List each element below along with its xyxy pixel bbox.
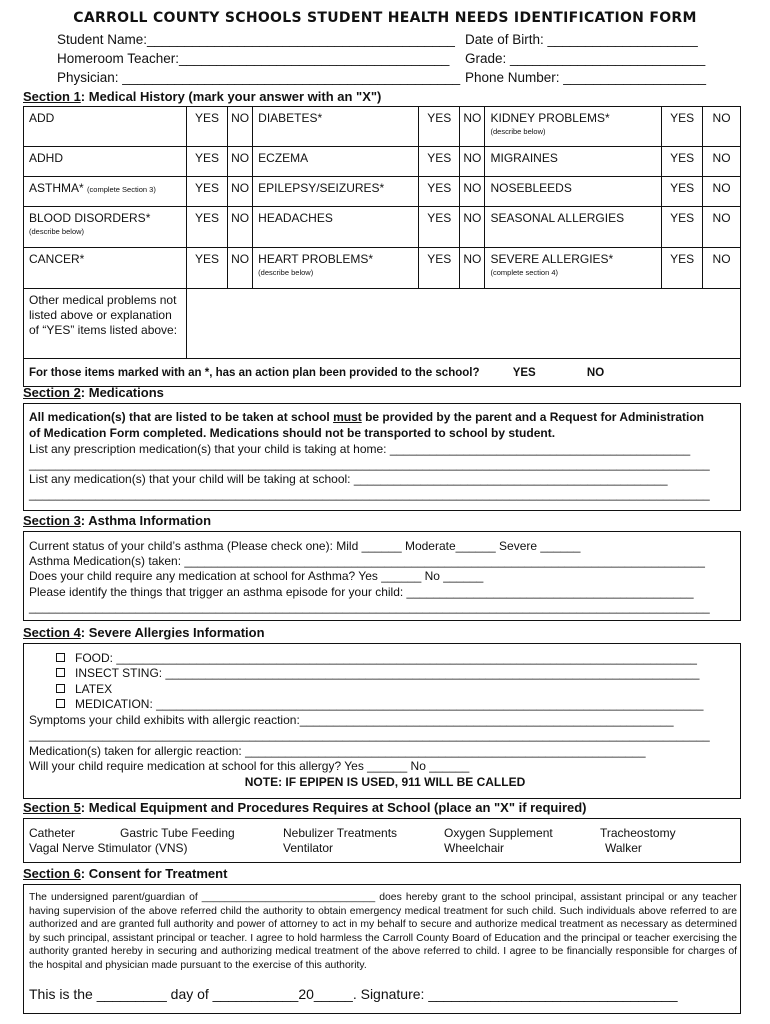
answer-no-cell[interactable]: NO (703, 248, 741, 289)
equipment-wheelchair[interactable]: Wheelchair (444, 841, 505, 855)
section4-heading (23, 625, 265, 640)
answer-yes-cell[interactable]: YES (419, 107, 460, 147)
condition-cell (253, 207, 419, 248)
section2-number: Section 2 (23, 385, 81, 400)
condition-note: (complete section 4) (490, 268, 559, 277)
section3-heading (23, 513, 211, 528)
student-name-field[interactable]: Student Name:_________________________________________ (57, 32, 455, 47)
medical-history-row (24, 107, 741, 147)
equipment-ventilator[interactable]: Ventilator (283, 841, 334, 855)
condition-cell (24, 177, 187, 207)
answer-yes-cell[interactable]: YES (662, 207, 703, 248)
condition-note: (describe below) (29, 227, 85, 236)
food-allergy-item[interactable] (56, 651, 697, 665)
food-allergy-label: FOOD: _______________________________________________________________________________________ (75, 651, 697, 665)
section1-number: Section 1 (23, 89, 81, 104)
condition-label: ADD (29, 111, 55, 125)
action-plan-yes[interactable]: YES (512, 366, 536, 379)
other-problems-label: Other medical problems not listed above or explanation of “YES” items listed above: (24, 289, 187, 359)
condition-note: (describe below) (490, 127, 546, 136)
signature-line[interactable]: This is the _________ day of ___________20_____. Signature: ________________________________ (29, 986, 678, 1002)
condition-cell (253, 107, 419, 147)
equipment-nebulizer[interactable]: Nebulizer Treatments (283, 826, 398, 840)
condition-label: DIABETES* (258, 111, 323, 125)
asthma-medication-field[interactable]: Asthma Medication(s) taken: ______________________________________________________________________________ (29, 554, 705, 568)
condition-label: BLOOD DISORDERS* (29, 211, 151, 225)
other-problems-row (24, 289, 741, 359)
condition-label: SEASONAL ALLERGIES (490, 211, 625, 225)
medication-allergy-label: MEDICATION: __________________________________________________________________________________ (75, 697, 704, 711)
answer-no-cell[interactable]: NO (703, 147, 741, 177)
phone-number-field[interactable]: Phone Number: ___________________ (465, 70, 706, 85)
medication-notice-line1 (29, 410, 704, 424)
notice-part-a: All medication(s) that are listed to be taken at school (29, 410, 334, 424)
answer-no-cell[interactable]: NO (227, 147, 252, 177)
symptoms-line2[interactable]: ______________________________________________________________________________________________________ (29, 728, 710, 742)
grade-field[interactable]: Grade: __________________________ (465, 51, 706, 66)
checkbox-icon[interactable] (56, 653, 65, 662)
answer-no-cell[interactable]: NO (460, 177, 485, 207)
condition-label: EPILEPSY/SEIZURES* (258, 181, 385, 195)
answer-yes-cell[interactable]: YES (419, 207, 460, 248)
section6-number: Section 6 (23, 866, 81, 881)
answer-no-cell[interactable]: NO (460, 207, 485, 248)
medical-history-row (24, 147, 741, 177)
condition-cell (24, 147, 187, 177)
checkbox-icon[interactable] (56, 699, 65, 708)
answer-yes-cell[interactable]: YES (186, 207, 227, 248)
allergy-school-medication-field[interactable]: Will your child require medication at school for this allergy? Yes ______ No ______ (29, 759, 470, 773)
epipen-note: NOTE: IF EPIPEN IS USED, 911 WILL BE CALLED (244, 775, 526, 789)
action-plan-question (24, 359, 741, 387)
allergy-medication-field[interactable]: Medication(s) taken for allergic reaction: ____________________________________________________________ (29, 744, 646, 758)
medical-history-table (23, 106, 741, 387)
answer-no-cell[interactable]: NO (703, 107, 741, 147)
condition-label: KIDNEY PROBLEMS* (490, 111, 610, 125)
section6-title: : Consent for Treatment (80, 866, 228, 881)
section3-title: : Asthma Information (80, 513, 212, 528)
condition-cell (253, 177, 419, 207)
answer-yes-cell[interactable]: YES (662, 107, 703, 147)
section2-title: : Medications (80, 385, 164, 400)
medical-history-row (24, 177, 741, 207)
section1-title: : Medical History (mark your answer with an "X") (80, 89, 382, 104)
equipment-gastric-tube[interactable]: Gastric Tube Feeding (120, 826, 235, 840)
equipment-walker[interactable]: Walker (605, 841, 642, 855)
answer-yes-cell[interactable]: YES (662, 147, 703, 177)
condition-label: MIGRAINES (490, 151, 558, 165)
condition-cell (253, 147, 419, 177)
asthma-school-medication-field[interactable]: Does your child require any medication at school for Asthma? Yes ______ No ______ (29, 569, 484, 583)
section5-heading (23, 800, 587, 815)
section3-number: Section 3 (23, 513, 81, 528)
answer-yes-cell[interactable]: YES (662, 177, 703, 207)
answer-no-cell[interactable]: NO (227, 207, 252, 248)
section5-title: : Medical Equipment and Procedures Requires at School (place an "X" if required) (80, 800, 587, 815)
condition-label: CANCER* (29, 252, 85, 266)
action-plan-text: For those items marked with an *, has an action plan been provided to the school? (29, 366, 480, 379)
condition-cell (485, 147, 662, 177)
latex-label: LATEX (75, 682, 113, 696)
answer-no-cell[interactable]: NO (227, 107, 252, 147)
school-medications-field[interactable]: List any medication(s) that your child will be taking at school: _______________________________________________ (29, 472, 668, 486)
condition-cell (24, 107, 187, 147)
answer-yes-cell[interactable]: YES (419, 147, 460, 177)
condition-label: HEADACHES (258, 211, 333, 225)
answer-no-cell[interactable]: NO (460, 248, 485, 289)
action-plan-row (24, 359, 741, 387)
equipment-tracheostomy[interactable]: Tracheostomy (600, 826, 676, 840)
school-medications-line2[interactable]: ______________________________________________________________________________________________________ (29, 487, 710, 501)
answer-no-cell[interactable]: NO (460, 107, 485, 147)
condition-label: HEART PROBLEMS* (258, 252, 374, 266)
section1-heading (23, 89, 381, 104)
answer-yes-cell[interactable]: YES (186, 177, 227, 207)
physician-field[interactable]: Physician: _____________________________________________ (57, 70, 461, 85)
home-prescriptions-field[interactable]: List any prescription medication(s) that your child is taking at home: _____________________________________________ (29, 442, 691, 456)
condition-cell (24, 207, 187, 248)
equipment-oxygen[interactable]: Oxygen Supplement (444, 826, 553, 840)
equipment-vns[interactable]: Vagal Nerve Stimulator (VNS) (29, 841, 188, 855)
answer-no-cell[interactable]: NO (227, 248, 252, 289)
notice-must: must (333, 410, 362, 424)
medical-history-row (24, 248, 741, 289)
answer-yes-cell[interactable]: YES (186, 107, 227, 147)
medical-history-row (24, 207, 741, 248)
consent-text: The undersigned parent/guardian of ______________________________ does hereby grant to the school principal, assistant principal or any teacher having supervision of the above referred child the authority to obtain emergency medical treatment for such child. Such individuals above referred to are authorized and are granted full authority and power of attorney to act in my behalf to secure and authorize medical treatment as necessary as determined by such principal, assistant principal or teacher. I agree to hold harmless the Carroll County Board of Education and the principal or teacher exercising the authority granted hereby in securing and authorizing medical treatment of the above referred to child. I agree to be financially responsible for charges of the hospital and physician made pursuant to the exercise of this authority. (29, 892, 737, 971)
answer-no-cell[interactable]: NO (227, 177, 252, 207)
asthma-triggers-field[interactable]: Please identify the things that trigger an asthma episode for your child: ___________________________________________ (29, 585, 694, 599)
condition-label: NOSEBLEEDS (490, 181, 572, 195)
condition-label: ADHD (29, 151, 64, 165)
latex-item[interactable] (56, 682, 112, 696)
asthma-triggers-line2[interactable]: ______________________________________________________________________________________________________ (29, 600, 710, 614)
insect-sting-item[interactable] (56, 666, 699, 680)
condition-cell (253, 248, 419, 289)
checkbox-icon[interactable] (56, 668, 65, 677)
answer-yes-cell[interactable]: YES (419, 177, 460, 207)
form-title: CARROLL COUNTY SCHOOLS STUDENT HEALTH NEEDS IDENTIFICATION FORM (73, 10, 697, 26)
notice-part-b: be provided by the parent and a Request for Administration (361, 410, 704, 424)
homeroom-teacher-field[interactable]: Homeroom Teacher:____________________________________ (57, 51, 450, 66)
section4-number: Section 4 (23, 625, 81, 640)
section6-heading (23, 866, 227, 881)
condition-note: (complete Section 3) (87, 185, 156, 194)
home-prescriptions-line2[interactable]: ______________________________________________________________________________________________________ (29, 457, 710, 471)
section2-heading (23, 385, 164, 400)
condition-cell (485, 177, 662, 207)
equipment-catheter[interactable]: Catheter (29, 826, 76, 840)
section5-number: Section 5 (23, 800, 81, 815)
answer-yes-cell[interactable]: YES (186, 147, 227, 177)
condition-cell (485, 248, 662, 289)
asthma-status-field[interactable]: Current status of your child’s asthma (Please check one): Mild ______ Moderate______ Severe ______ (29, 539, 581, 553)
section4-title: : Severe Allergies Information (80, 625, 265, 640)
condition-cell (24, 248, 187, 289)
answer-yes-cell[interactable]: YES (419, 248, 460, 289)
condition-label: SEVERE ALLERGIES* (490, 252, 614, 266)
condition-cell (485, 207, 662, 248)
answer-no-cell[interactable]: NO (460, 147, 485, 177)
medication-allergy-item[interactable] (56, 697, 703, 711)
other-problems-input[interactable] (186, 289, 740, 359)
medication-notice-line2: of Medication Form completed. Medications should not be transported to school by student. (29, 426, 556, 440)
answer-no-cell[interactable]: NO (703, 177, 741, 207)
condition-label: ECZEMA (258, 151, 309, 165)
condition-note: (describe below) (258, 268, 314, 277)
answer-yes-cell[interactable]: YES (662, 248, 703, 289)
checkbox-icon[interactable] (56, 684, 65, 693)
symptoms-field[interactable]: Symptoms your child exhibits with allergic reaction:________________________________________________________ (29, 713, 674, 727)
answer-yes-cell[interactable]: YES (186, 248, 227, 289)
insect-sting-label: INSECT STING: ________________________________________________________________________________ (75, 666, 700, 680)
condition-label: ASTHMA* (29, 181, 84, 195)
action-plan-no[interactable]: NO (586, 366, 605, 379)
condition-cell (485, 107, 662, 147)
answer-no-cell[interactable]: NO (703, 207, 741, 248)
date-of-birth-field[interactable]: Date of Birth: ____________________ (465, 32, 698, 47)
